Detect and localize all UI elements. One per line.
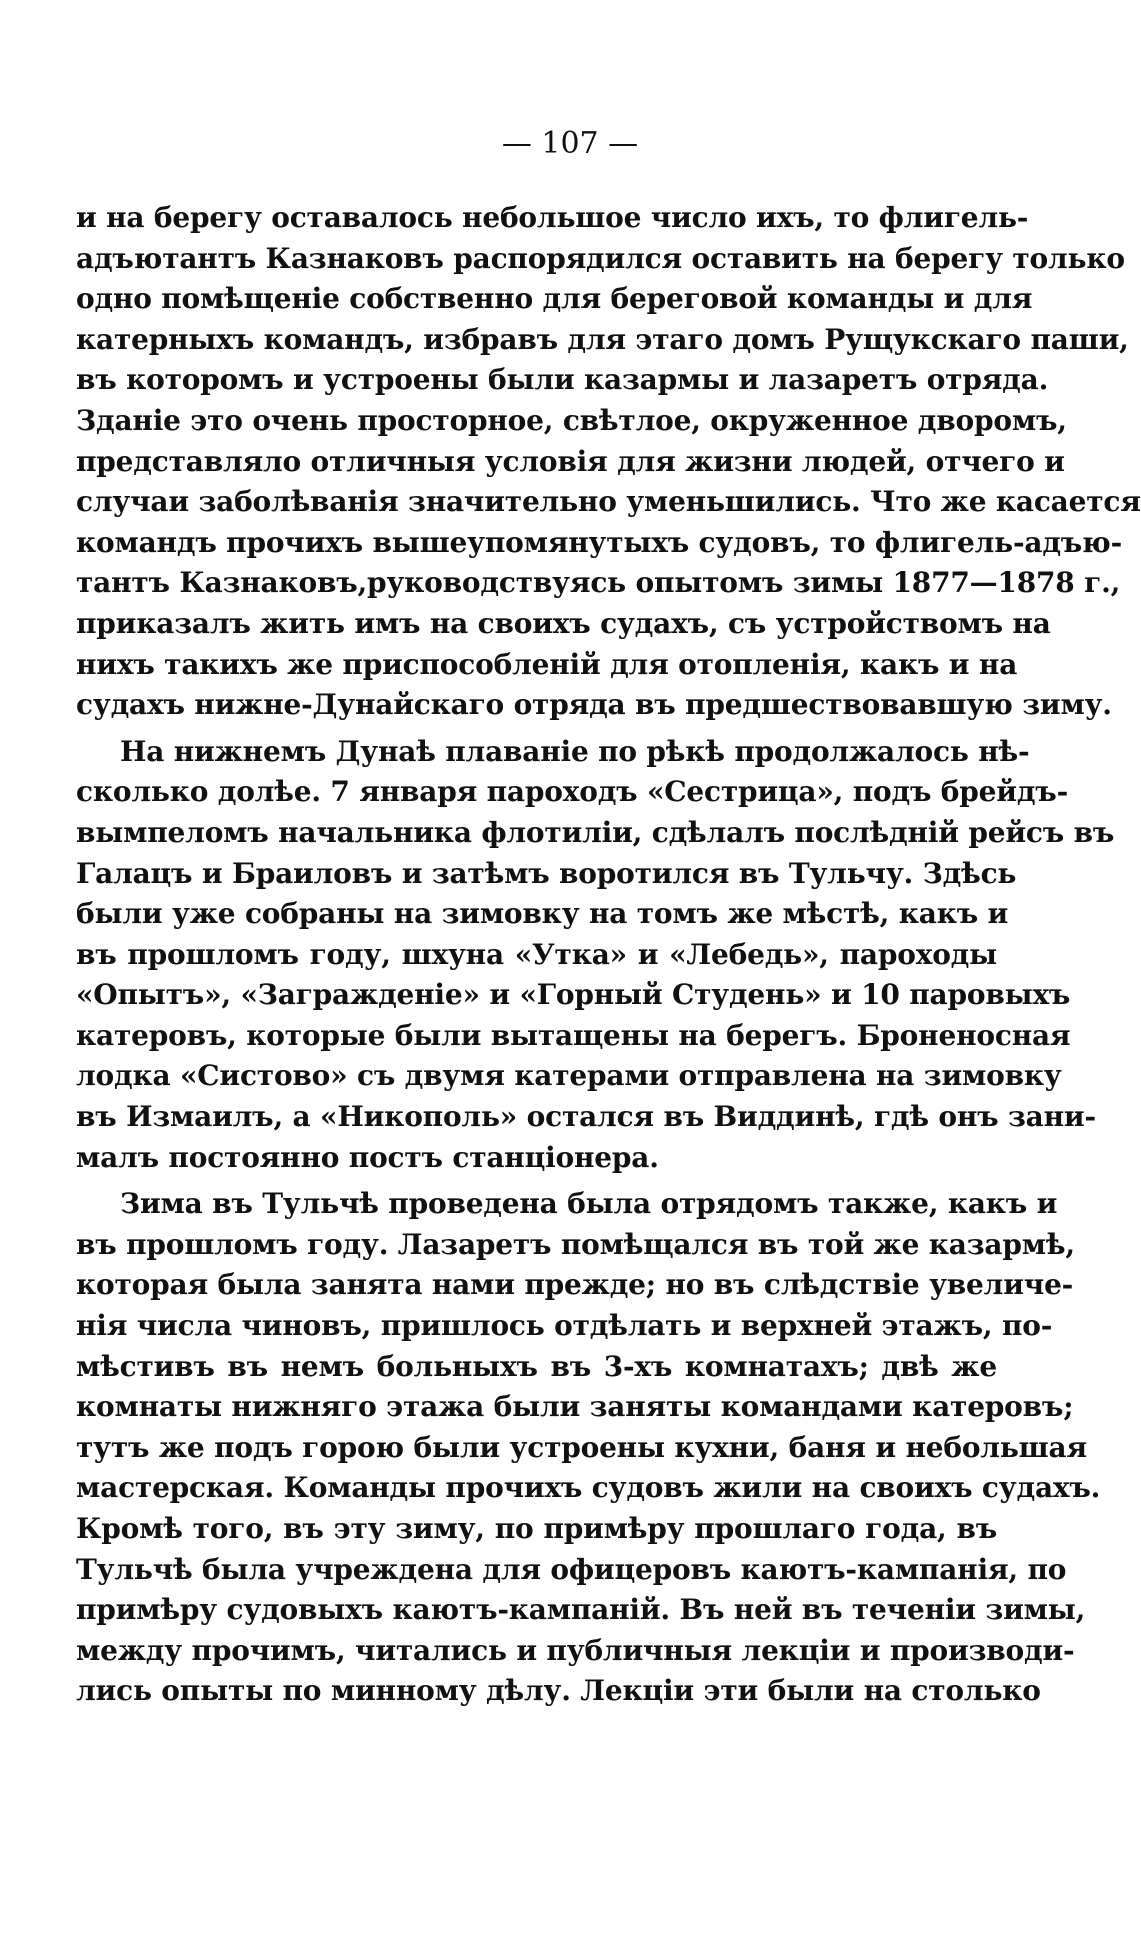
text-line: лодка «Систово» съ двумя катерами отправлена на зимовку (76, 1059, 1062, 1093)
text-line: нихъ такихъ же приспособленій для отопленія, какъ и на (76, 647, 1018, 681)
text-line: мастерская. Команды прочихъ судовъ жили на своихъ судахъ. (76, 1471, 1101, 1505)
text-line: приказалъ жить имъ на своихъ судахъ, съ устройствомъ на (76, 606, 1051, 640)
text-line: малъ постоянно постъ станціонера. (76, 1140, 659, 1174)
text-line: командъ прочихъ вышеупомянутыхъ судовъ, то флигель-адъю- (76, 525, 1122, 559)
body-text (76, 198, 1141, 1712)
text-line: случаи заболѣванія значительно уменьшились. Что же касается (76, 485, 1141, 519)
text-line: были уже собраны на зимовку на томъ же мѣстѣ, какъ и (76, 897, 1009, 931)
text-line: катеровъ, которые были вытащены на берегъ. Броненосная (76, 1018, 1071, 1052)
text-line: Кромѣ того, въ эту зиму, по примѣру прошлаго года, въ (76, 1512, 997, 1545)
text-line: сколько долѣе. 7 января пароходъ «Сестрица», подъ брейдъ- (76, 775, 1069, 809)
text-line: лись опыты по минному дѣлу. Лекціи эти были на столько (76, 1674, 1041, 1708)
paragraph-3 (76, 1184, 1101, 1712)
text-line: мѣстивъ въ немъ больныхъ въ 3-хъ комнатахъ; двѣ же (76, 1349, 997, 1383)
text-line: адъютантъ Казнаковъ распорядился оставить на берегу только (76, 241, 1125, 275)
text-line: катерныхъ командъ, избравъ для этаго домъ Рущукскаго паши, (76, 322, 1129, 356)
text-line: въ Измаилъ, а «Никополь» остался въ Виддинѣ, гдѣ онъ зани- (76, 1100, 1096, 1134)
text-line: Зима въ Тульчѣ проведена была отрядомъ также, какъ и (120, 1187, 1058, 1221)
text-line: которая была занята нами прежде; но въ слѣдствіе увеличе- (76, 1268, 1074, 1302)
text-line: въ прошломъ году. Лазаретъ помѣщался въ той же казармѣ, (76, 1227, 1075, 1261)
text-line: «Опытъ», «Загражденіе» и «Горный Студень» и 10 паровыхъ (76, 978, 1071, 1012)
text-line: Зданіе это очень просторное, свѣтлое, окруженное дворомъ, (76, 403, 1067, 437)
text-line: тантъ Казнаковъ,руководствуясь опытомъ зимы 1877—1878 г., (76, 566, 1121, 600)
page-number: — 107 — (501, 126, 639, 161)
text-line: нія числа чиновъ, пришлось отдѣлать и верхней этажъ, по- (76, 1309, 1053, 1343)
text-line: одно помѣщеніе собственно для береговой команды и для (76, 282, 1033, 316)
text-line: вымпеломъ начальника флотиліи, сдѣлалъ послѣдній рейсъ въ (76, 815, 1115, 849)
text-line: въ которомъ и устроены были казармы и лазаретъ отряда. (76, 363, 1049, 397)
text-line: комнаты нижняго этажа были заняты командами катеровъ; (76, 1390, 1074, 1424)
text-line: Галацъ и Браиловъ и затѣмъ воротился въ Тульчу. Здѣсь (76, 856, 1017, 890)
text-line: Тульчѣ была учреждена для офицеровъ каютъ-кампанія, по (76, 1552, 1067, 1586)
text-line: между прочимъ, читались и публичныя лекціи и производи- (76, 1633, 1075, 1667)
text-line: судахъ нижне-Дунайскаго отряда въ предшествовавшую зиму. (76, 688, 1112, 722)
text-line: На нижнемъ Дунаѣ плаваніе по рѣкѣ продолжалось нѣ- (120, 734, 1030, 768)
paragraph-2 (76, 732, 1115, 1179)
text-line: тутъ же подъ горою были устроены кухни, баня и небольшая (76, 1430, 1087, 1464)
text-line: примѣру судовыхъ каютъ-кампаній. Въ ней въ теченіи зимы, (76, 1593, 1086, 1627)
text-line: въ прошломъ году, шхуна «Утка» и «Лебедь», пароходы (76, 937, 997, 971)
text-line: и на берегу оставалось небольшое число ихъ, то флигель- (76, 201, 1029, 234)
text-line: представляло отличныя условія для жизни людей, отчего и (76, 444, 1065, 478)
paragraph-1 (76, 198, 1141, 726)
